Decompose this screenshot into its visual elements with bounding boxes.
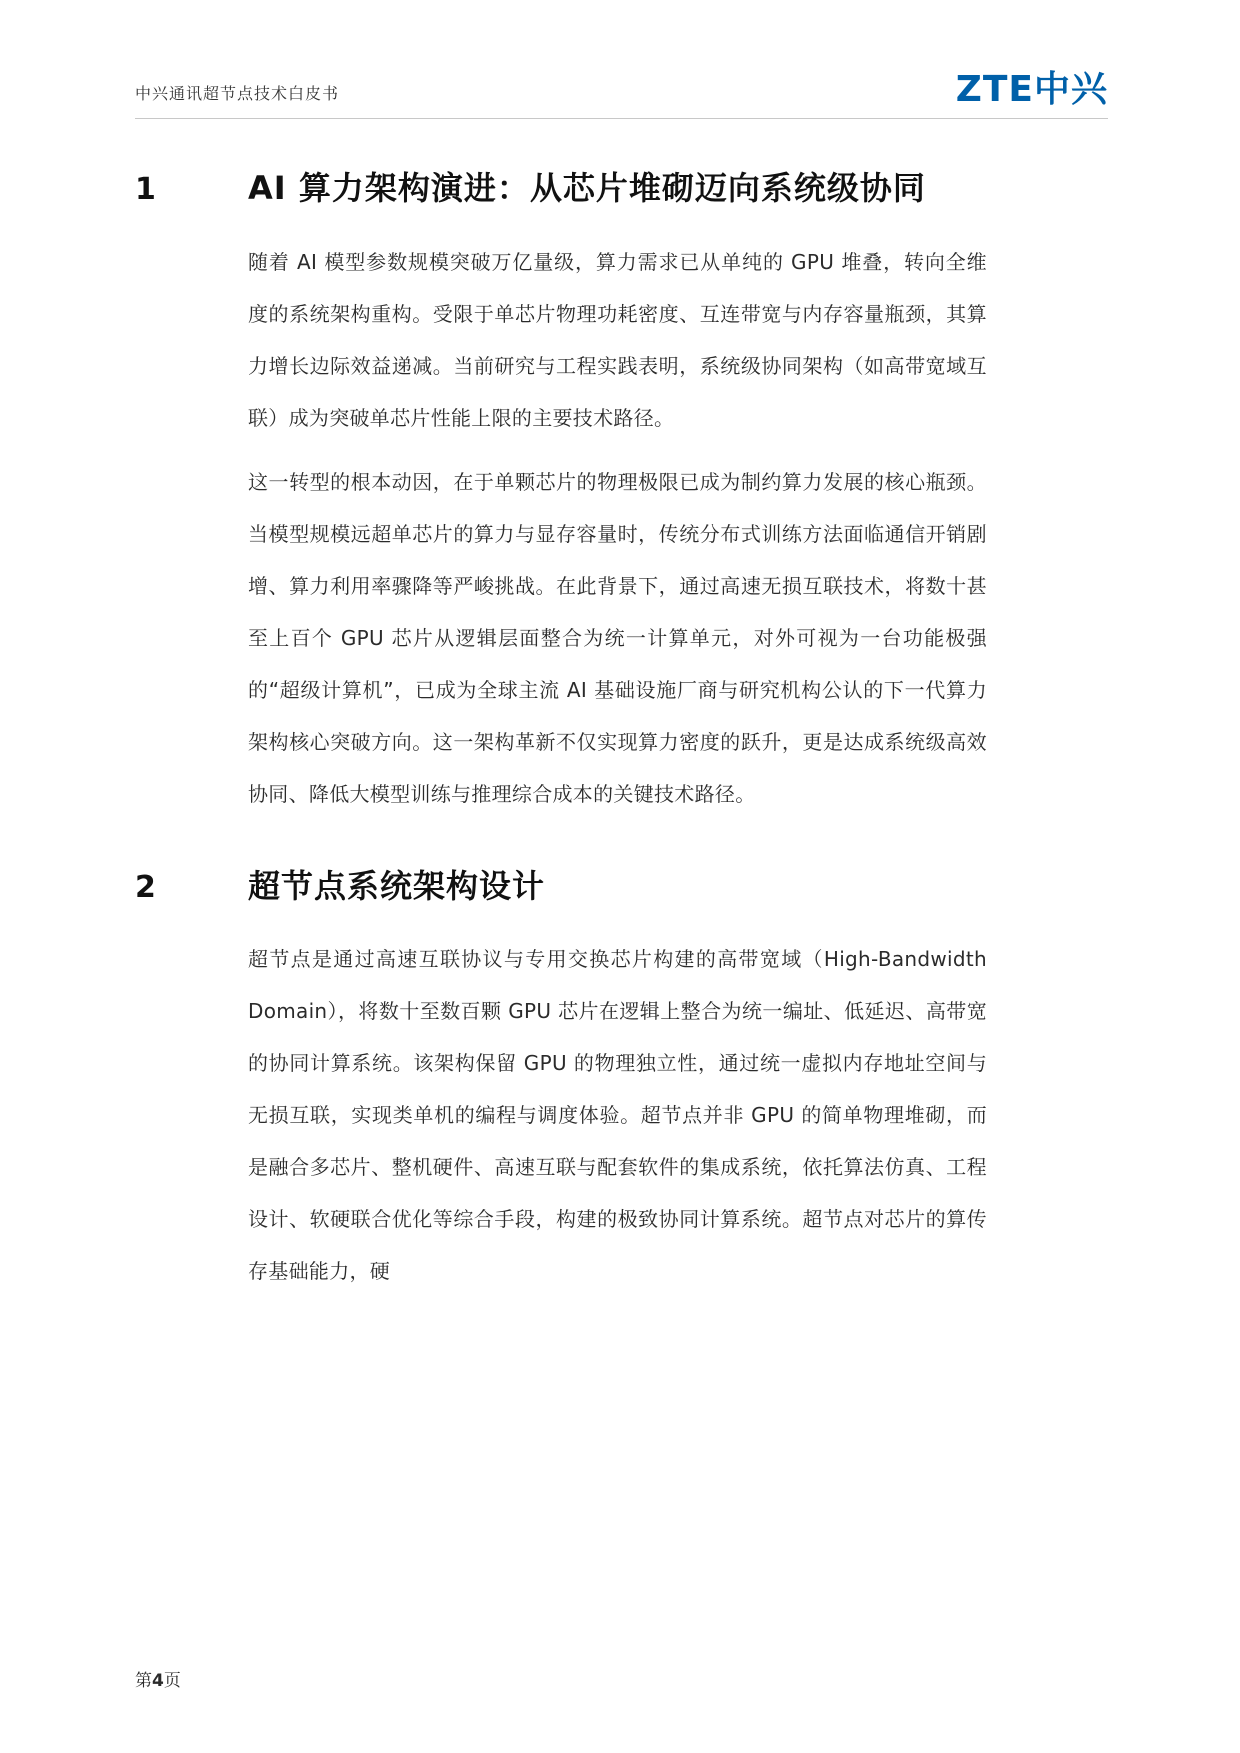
section-1-heading <box>135 168 987 210</box>
paragraph: 随着 AI 模型参数规模突破万亿量级，算力需求已从单纯的 GPU 堆叠，转向全维度的系统架构重构。受限于单芯片物理功耗密度、互连带宽与内存容量瓶颈，其算力增长边际效益递减。当前研究与工程实践表明，系统级协同架构（如高带宽域互联）成为突破单芯片性能上限的主要技术路径。 <box>248 249 987 430</box>
section-number: 1 <box>135 172 156 207</box>
paragraph: 超节点是通过高速互联协议与专用交换芯片构建的高带宽域（High-Bandwidth Domain），将数十至数百颗 GPU 芯片在逻辑上整合为统一编址、低延迟、高带宽的协同计算系统。该架构保留 GPU 的物理独立性，通过统一虚拟内存地址空间与无损互联，实现类单机的编程与调度体验。超节点并非 GPU 的简单物理堆砌，而是融合多芯片、整机硬件、高速互联与配套软件的集成系统，依托算法仿真、工程设计、软硬联合优化等综合手段，构建的极致协同计算系统。超节点对芯片的算传存基础能力，硬 <box>248 947 987 1284</box>
zte-logo: ZTE中兴 <box>955 69 1108 110</box>
page-body <box>135 168 987 1309</box>
section-1 <box>135 168 987 820</box>
header-doc-title: 中兴通讯超节点技术白皮书 <box>135 84 340 103</box>
section-2 <box>135 866 987 1298</box>
page-header <box>135 69 1108 119</box>
page-footer <box>135 1666 181 1691</box>
page-number: 4 <box>152 1671 164 1691</box>
page-number-prefix: 第 <box>135 1671 152 1691</box>
section-title: 超节点系统架构设计 <box>248 866 546 905</box>
paragraph: 这一转型的根本动因，在于单颗芯片的物理极限已成为制约算力发展的核心瓶颈。当模型规模远超单芯片的算力与显存容量时，传统分布式训练方法面临通信开销剧增、算力利用率骤降等严峻挑战。在此背景下，通过高速无损互联技术，将数十甚至上百个 GPU 芯片从逻辑层面整合为统一计算单元，对外可视为一台功能极强的“超级计算机”，已成为全球主流 AI 基础设施厂商与研究机构公认的下一代算力架构核心突破方向。这一架构革新不仅实现算力密度的跃升，更是达成系统级高效协同、降低大模型训练与推理综合成本的关键技术路径。 <box>248 469 987 806</box>
section-number: 2 <box>135 869 156 905</box>
section-2-heading <box>135 866 987 908</box>
section-title: AI 算力架构演进：从芯片堆砌迈向系统级协同 <box>248 169 926 207</box>
page-number-suffix: 页 <box>163 1671 181 1691</box>
